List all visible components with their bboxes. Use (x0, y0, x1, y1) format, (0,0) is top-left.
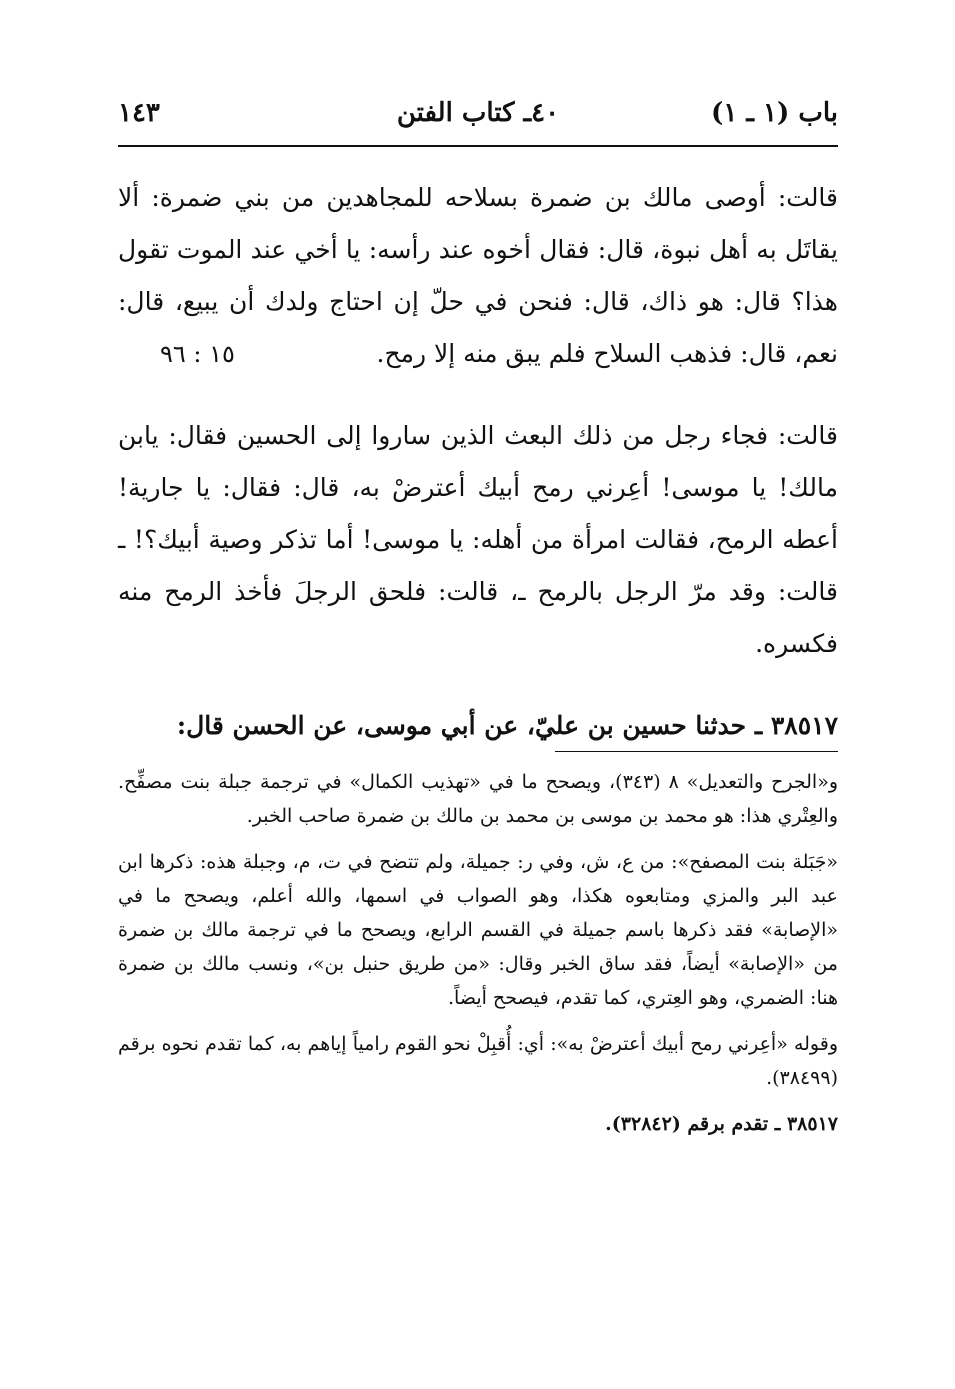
paragraph-2: قالت: فجاء رجل من ذلك البعث الذين ساروا إلى الحسين فقال: يابن مالك! يا موسى! أعِرني رمح أبيك أعترضْ به، قال: فقال: يا جارية! أعطه الرمح، فقالت امرأة من أهله: يا موسى! أما تذكر وصية أبيك؟! ـ قالت: وقد مرّ الرجل بالرمح ـ، قالت: فلحق الرجلَ فأخذ الرمح منه فكسره. (118, 421, 838, 658)
footnote-4: ٣٨٥١٧ ـ تقدم برقم (٣٢٨٤٢). (605, 1113, 838, 1135)
hadith-38517: ٣٨٥١٧ ـ حدثنا حسين بن عليّ، عن أبي موسى، عن الحسن قال: (176, 711, 838, 740)
page-header (118, 96, 838, 136)
footnote-2: «جَبَلة بنت المصفح»: من ع، ش، وفي ر: جميلة، ولم تتضح في ت، م، وجبلة هذه: ذكرها ابن عبد البر والمزي ومتابعوه هكذا، وهو الصواب في اسمها، والله أعلم، ويصحح ما في «الإصابة» فقد ذكرها باسم جميلة في القسم الرابع، ويصحح ما في ترجمة مالك بن ضمرة من «الإصابة» أيضاً، فقد ساق الخبر وقال: «من طريق حنبل بن»، ونسب مالك بن ضمرة هنا: الضمري، وهو العِتري، كما تقدم، فيصحح أيضاً. (118, 851, 838, 1009)
margin-reference: ١٥ : ٩٦ (160, 340, 235, 368)
footnote-separator (555, 751, 838, 752)
footnotes (118, 765, 838, 1153)
page-number: ١٤٣ (118, 98, 160, 128)
main-text (118, 172, 838, 752)
chapter-reference: باب (١ ـ ١) (711, 98, 838, 128)
header-rule (118, 145, 838, 147)
paragraph-1: قالت: أوصى مالك بن ضمرة بسلاحه للمجاهدين من بني ضمرة: ألا يقاتَل به أهل نبوة، قال: فقال أخوه عند رأسه: يا أخي عند الموت تقول هذا؟ قال: هو ذاك، قال: فنحن في حلّ إن احتاج ولدك أن يبيع، قال: نعم، قال: فذهب السلاح فلم يبق منه إلا رمح. (118, 183, 838, 368)
book-title: ٤٠ـ كتاب الفتن (396, 98, 560, 128)
footnote-3: وقوله «أعِرني رمح أبيك أعترضْ به»: أي: أُقبِلْ نحو القوم رامياً إياهم به، كما تقدم نحوه برقم (٣٨٤٩٩). (118, 1033, 838, 1089)
footnote-1: و«الجرح والتعديل» ٨ (٣٤٣)، ويصحح ما في «تهذيب الكمال» في ترجمة جبلة بنت مصفِّح. والعِتْري هذا: هو محمد بن موسى بن محمد بن مالك بن ضمرة صاحب الخبر. (118, 771, 838, 827)
